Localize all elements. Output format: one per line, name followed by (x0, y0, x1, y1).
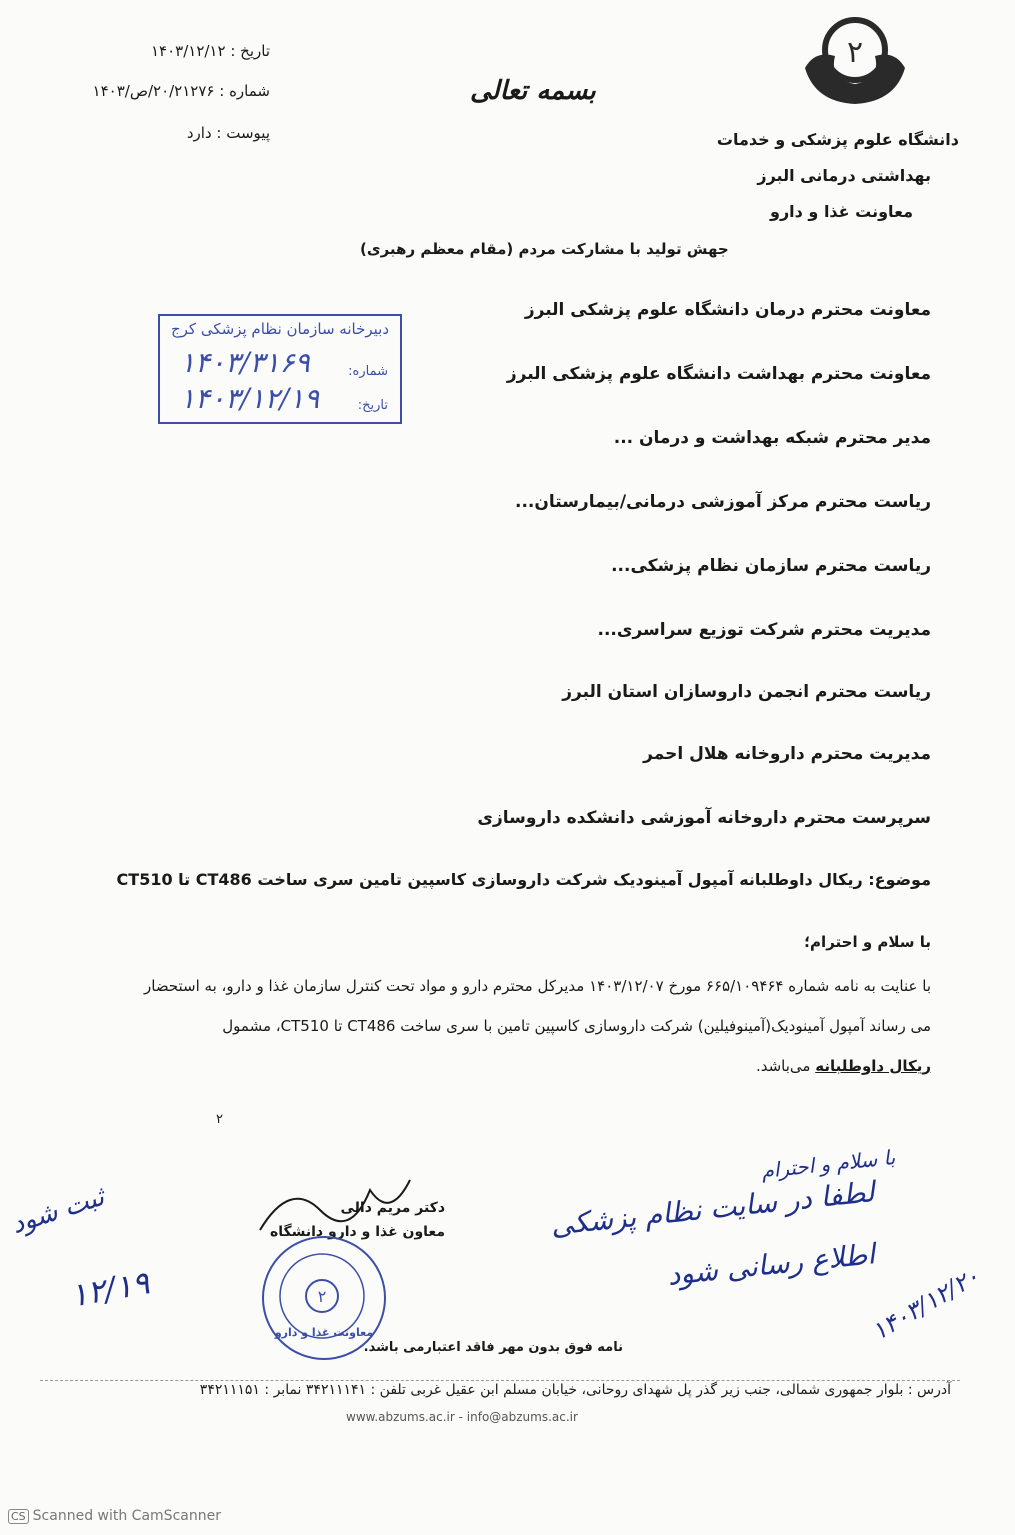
handwritten-greeting: با سلام و احترام (759, 1145, 896, 1183)
recipient: مدیر محترم شبکه بهداشت و درمان ... (613, 428, 931, 448)
letter-body (85, 966, 931, 1086)
stamp-number-value: ۱۴۰۳/۳۱۶۹ (180, 346, 310, 379)
date-value: ۱۴۰۳/۱۲/۱۲ (150, 42, 226, 60)
org-line-2: بهداشتی درمانی البرز (757, 166, 931, 185)
date-label: تاریخ : (230, 42, 270, 60)
recipient: ریاست محترم سازمان نظام پزشکی... (611, 556, 931, 576)
number-value: ۲۰/۲۱۲۷۶/ص/۱۴۰۳ (92, 82, 215, 100)
org-line-1: دانشگاه علوم پزشکی و خدمات (716, 130, 959, 149)
scanner-text: Scanned with CamScanner (32, 1508, 221, 1524)
page-mark: ۲ (216, 1112, 223, 1127)
recipient: مدیریت محترم داروخانه هلال احمر (643, 744, 931, 764)
university-logo (795, 10, 915, 110)
handwritten-referral-2: اطلاع رسانی شود (665, 1237, 877, 1292)
camscanner-icon: CS (8, 1509, 29, 1524)
number-row (60, 82, 270, 100)
recipient: معاونت محترم بهداشت دانشگاه علوم پزشکی البرز (506, 364, 931, 384)
recipient: سرپرست محترم داروخانه آموزشی دانشکده داروسازی (477, 808, 931, 828)
handwritten-left-note: ثبت شود (7, 1181, 108, 1241)
recipient: مدیریت محترم شرکت توزیع سراسری... (597, 620, 931, 640)
body-line-1: با عنایت به نامه شماره ۶۶۵/۱۰۹۴۶۴ مورخ ۱۴۰۳/۱۲/۰۷ مدیرکل محترم دارو و مواد تحت کنترل سازمان غذا و دارو، به استحضار (144, 977, 931, 995)
handwritten-referral-1: لطفا در سایت نظام پزشکی (548, 1175, 876, 1242)
scanner-watermark (8, 1508, 221, 1524)
handwritten-left-date: ۱۲/۱۹ (67, 1263, 153, 1315)
handwritten-date: ۱۴۰۳/۱۲/۲۰ (866, 1262, 985, 1346)
body-end: می‌باشد. (755, 1057, 811, 1075)
body-line-2: می رساند آمپول آمینودیک(آمینوفیلین) شرکت داروسازی کاسپین تامین با سری ساخت CT486 تا CT510، مشمول (222, 1017, 931, 1035)
signer-title: معاون غذا و دارو دانشگاه (269, 1224, 445, 1240)
subject: موضوع: ریکال داوطلبانه آمپول آمینودیک شرکت داروسازی کاسپین تامین سری ساخت CT486 تا CT510 (116, 870, 931, 889)
body-bold: ریکال داوطلبانه (815, 1057, 931, 1075)
stamp-date-label: تاریخ: (357, 398, 388, 413)
recipient: معاونت محترم درمان دانشگاه علوم پزشکی البرز (524, 300, 931, 320)
attachment-row (90, 124, 270, 142)
recipient: ریاست محترم انجمن داروسازان استان البرز (562, 682, 931, 702)
stamp-date-value: ۱۴۰۳/۱۲/۱۹ (180, 382, 320, 415)
svg-text:۲: ۲ (846, 35, 864, 70)
svg-text:۲: ۲ (317, 1287, 327, 1306)
footer-web: www.abzums.ac.ir - info@abzums.ac.ir (346, 1410, 578, 1424)
slogan: جهش تولید با مشارکت مردم (مقام معظم رهبری) (360, 240, 729, 258)
bismillah: بسمه تعالی (470, 76, 596, 106)
recipient: ریاست محترم مرکز آموزشی درمانی/بیمارستان... (515, 492, 931, 512)
signer-name: دکتر مریم دالی (340, 1200, 445, 1216)
received-stamp (158, 314, 402, 424)
stamp-number-label: شماره: (348, 364, 388, 379)
footer-divider (40, 1380, 960, 1381)
body-line-3 (85, 1046, 931, 1086)
date-row (90, 42, 270, 60)
footer-address: آدرس : بلوار جمهوری شمالی، جنب زیر گذر پل شهدای روحانی، خیابان مسلم ابن عقیل غربی تلفن : ۳۴۲۱۱۱۴۱ نمابر : ۳۴۲۱۱۱۵۱ (199, 1382, 951, 1398)
validity-note: نامه فوق بدون مهر فاقد اعتبارمی باشد. (363, 1340, 623, 1355)
attachment-label: پیوست : (216, 124, 270, 142)
stamp-title: دبیرخانه سازمان نظام پزشکی کرج (170, 320, 390, 338)
round-stamp-text: معاونت غذا و دارو (274, 1326, 374, 1339)
greeting: با سلام و احترام؛ (804, 933, 931, 951)
org-line-3: معاونت غذا و دارو (770, 202, 913, 221)
org-name (639, 122, 959, 230)
attachment-value: دارد (186, 124, 212, 142)
number-label: شماره : (219, 82, 270, 100)
